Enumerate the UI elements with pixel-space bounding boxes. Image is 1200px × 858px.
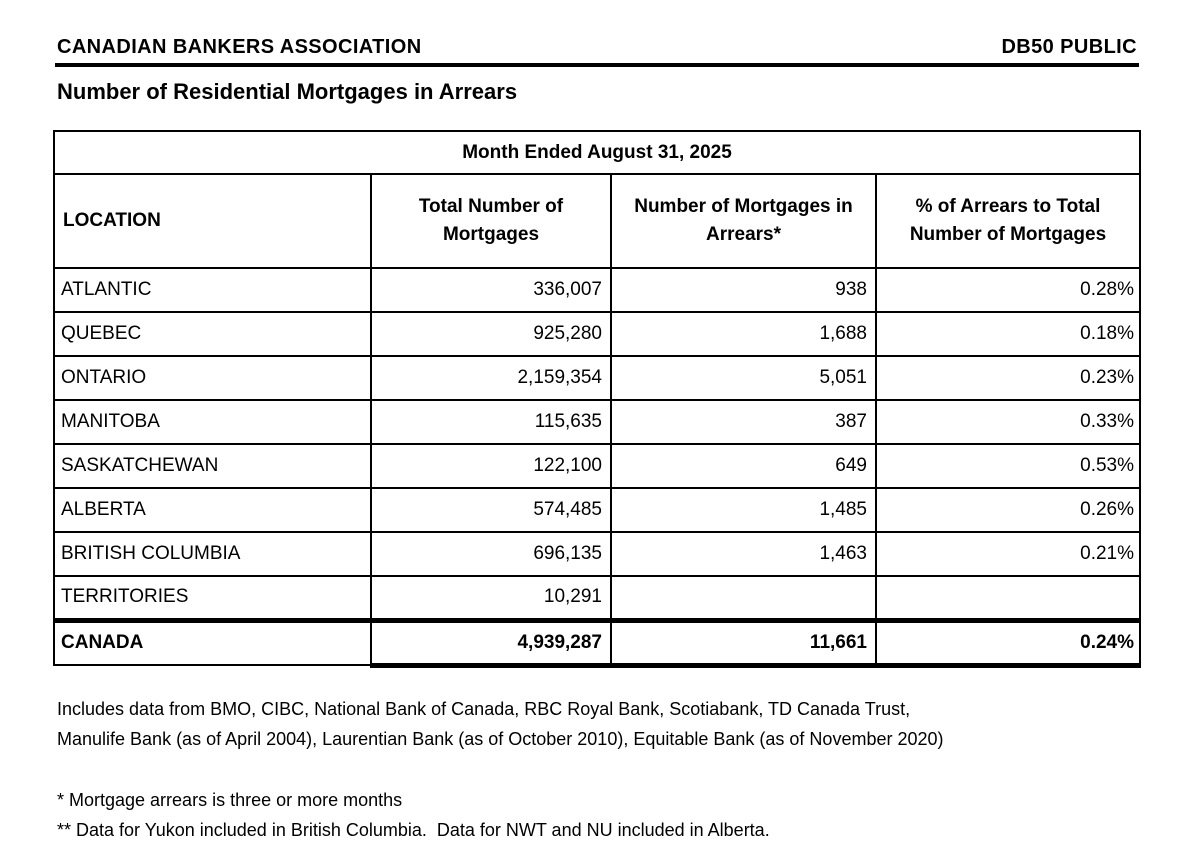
total-mortgages-cell: 10,291 [371,576,611,620]
table-row-territories [54,576,1140,620]
header-divider [55,63,1139,67]
pct-cell: 0.23% [876,356,1140,400]
pct-cell: 0.53% [876,444,1140,488]
location-cell: TERRITORIES [54,576,371,620]
pct-cell: 0.21% [876,532,1140,576]
organization-name: CANADIAN BANKERS ASSOCIATION [57,36,422,58]
pct-cell: 0.24% [876,620,1140,665]
total-mortgages-cell: 574,485 [371,488,611,532]
arrears-cell: 649 [611,444,876,488]
location-cell: MANITOBA [54,400,371,444]
pct-cell: 0.18% [876,312,1140,356]
arrears-cell: 938 [611,268,876,312]
arrears-table [53,130,1141,668]
arrears-cell: 1,485 [611,488,876,532]
table-row-ontario [54,356,1140,400]
location-cell: ALBERTA [54,488,371,532]
table-row-quebec [54,312,1140,356]
source-note-line2: Manulife Bank (as of April 2004), Laurentian Bank (as of October 2010), Equitable Bank (as of November 2020) [57,728,944,749]
location-cell: ONTARIO [54,356,371,400]
table-row-alberta [54,488,1140,532]
column-header-arrears: Number of Mortgages in Arrears* [611,174,876,268]
location-cell: ATLANTIC [54,268,371,312]
total-mortgages-cell: 2,159,354 [371,356,611,400]
total-mortgages-cell: 696,135 [371,532,611,576]
total-mortgages-cell: 115,635 [371,400,611,444]
arrears-cell: 11,661 [611,620,876,665]
location-cell: SASKATCHEWAN [54,444,371,488]
total-mortgages-cell: 4,939,287 [371,620,611,665]
table-period-row [54,131,1140,174]
footnote-arrears-definition: * Mortgage arrears is three or more months [57,789,403,810]
arrears-cell: 387 [611,400,876,444]
pct-cell [876,576,1140,620]
column-header-total: Total Number of Mortgages [371,174,611,268]
source-note [55,694,1139,754]
pct-cell: 0.26% [876,488,1140,532]
total-mortgages-cell: 122,100 [371,444,611,488]
table-column-header-row [54,174,1140,268]
table-row-british-columbia [54,532,1140,576]
total-mortgages-cell: 925,280 [371,312,611,356]
footnote-territories-data: ** Data for Yukon included in British Columbia. Data for NWT and NU included in Alberta. [57,819,770,840]
total-mortgages-cell: 336,007 [371,268,611,312]
doc-code: DB50 PUBLIC [1001,36,1137,58]
location-cell: QUEBEC [54,312,371,356]
table-row-manitoba [54,400,1140,444]
pct-cell: 0.28% [876,268,1140,312]
arrears-cell: 1,688 [611,312,876,356]
location-cell: BRITISH COLUMBIA [54,532,371,576]
page-title: Number of Residential Mortgages in Arrears [57,79,518,104]
pct-cell: 0.33% [876,400,1140,444]
column-header-pct: % of Arrears to Total Number of Mortgages [876,174,1140,268]
table-row-saskatchewan [54,444,1140,488]
location-cell: CANADA [54,620,371,665]
arrears-cell: 5,051 [611,356,876,400]
source-note-line1: Includes data from BMO, CIBC, National Bank of Canada, RBC Royal Bank, Scotiabank, TD Canada Trust, [57,698,911,719]
period-header: Month Ended August 31, 2025 [54,131,1140,174]
footnotes [55,785,1139,845]
table-row-canada-total [54,620,1140,665]
document-header [55,36,1139,59]
arrears-cell: 1,463 [611,532,876,576]
table-row-atlantic [54,268,1140,312]
document-page [55,0,1139,845]
column-header-location: LOCATION [54,174,371,268]
arrears-cell [611,576,876,620]
